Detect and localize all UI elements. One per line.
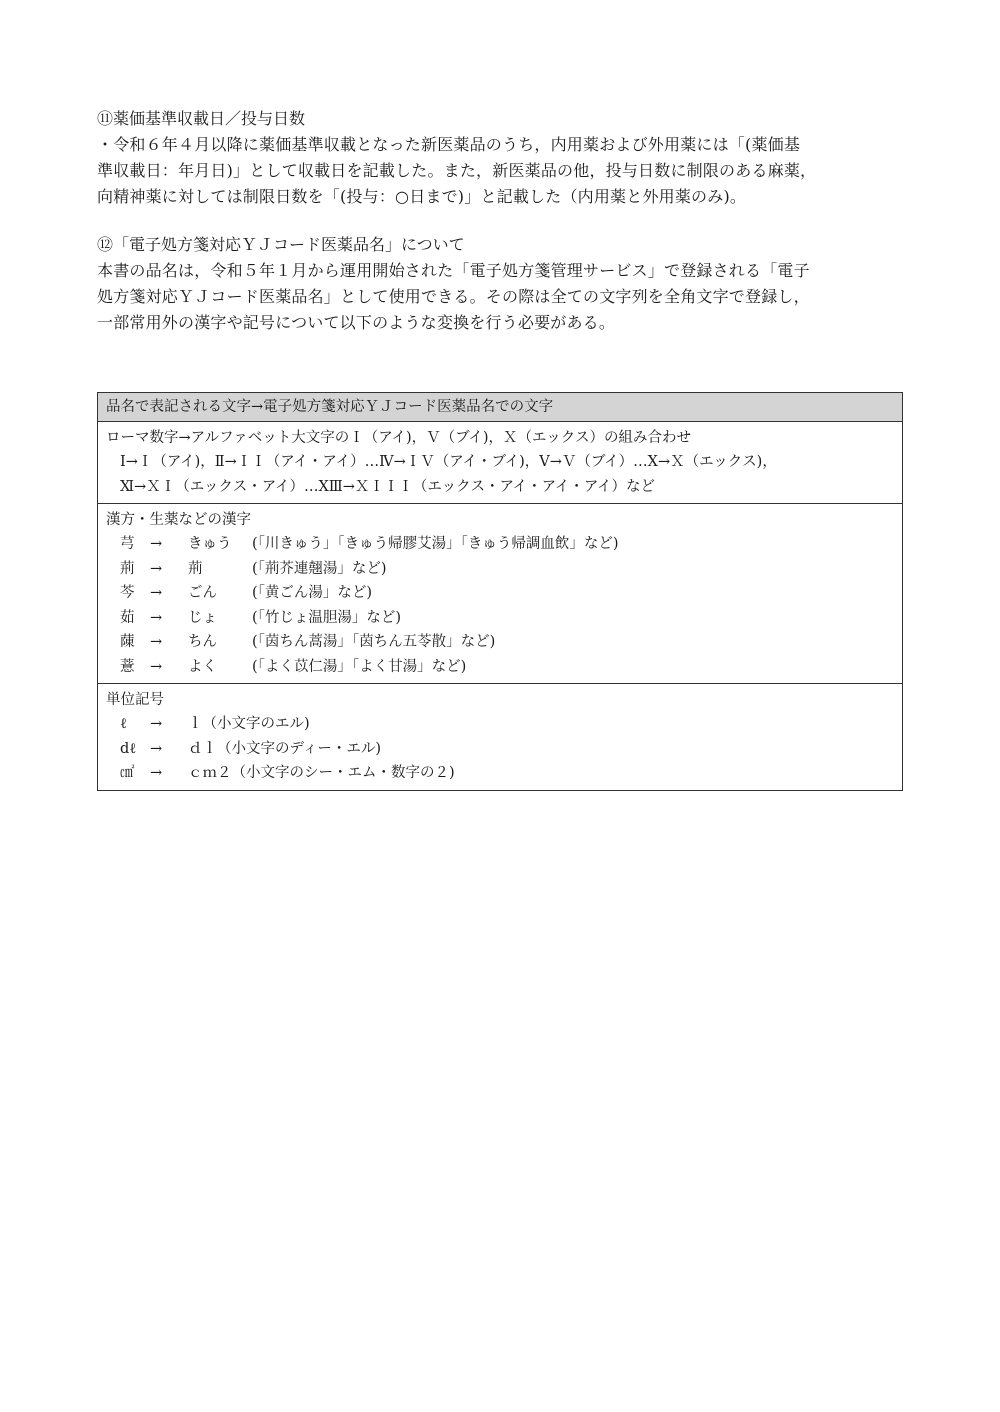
arrow: → bbox=[150, 716, 163, 732]
source-char: 薏 bbox=[120, 658, 135, 675]
roman-numeral-line: Ⅰ→Ｉ（アイ)，Ⅱ→ＩＩ（アイ・アイ）…Ⅳ→ＩＶ（アイ・ブイ)，Ⅴ→Ｖ（ブイ）…Ⅹ→Ｘ（エックス)， bbox=[120, 454, 777, 470]
example-note: (「茵ちん蒿湯」「茵ちん五苓散」など) bbox=[252, 634, 496, 650]
converted-text: 荊 bbox=[188, 560, 203, 577]
section-11-paragraph bbox=[97, 132, 907, 210]
example-note: (「荊芥連翹湯」など) bbox=[252, 560, 387, 577]
unit-symbol-section bbox=[98, 684, 902, 790]
source-symbol: ℓ bbox=[120, 716, 127, 732]
roman-numeral-line: Ⅺ→ＸＩ（エックス・アイ）…ⅩⅢ→ＸＩＩＩ（エックス・アイ・アイ・アイ）など bbox=[120, 478, 656, 495]
document-body bbox=[97, 106, 907, 336]
example-note: (「黄ごん湯」など) bbox=[252, 585, 373, 601]
paragraph-line: 向精神薬に対しては制限日数を「(投与：○日まで)」と記載した（内用薬と外用薬のみ)。 bbox=[97, 187, 747, 206]
paragraph-line: ・令和６年４月以降に薬価基準収載となった新医薬品のうち，内用薬および外用薬には「(薬価基 bbox=[97, 135, 801, 154]
converted-text: よく bbox=[188, 658, 217, 675]
arrow: → bbox=[150, 634, 163, 650]
source-char: 芩 bbox=[120, 585, 135, 601]
paragraph-line: 準収載日：年月日)」として収載日を記載した。また，新医薬品の他，投与日数に制限のある麻薬， bbox=[97, 161, 817, 180]
unit-symbol-title: 単位記号 bbox=[106, 692, 164, 708]
source-char: 茹 bbox=[120, 609, 135, 626]
roman-numeral-title: ローマ数字→アルファベット大文字のＩ（アイ)，Ｖ（ブイ)，Ｘ（エックス）の組み合わせ bbox=[106, 430, 692, 446]
arrow: → bbox=[150, 560, 163, 577]
arrow: → bbox=[150, 658, 163, 675]
arrow: → bbox=[150, 585, 163, 601]
example-note: (「よく苡仁湯」「よく甘湯」など) bbox=[252, 658, 467, 675]
source-char: 蔯 bbox=[120, 634, 135, 650]
kampo-row bbox=[106, 557, 894, 582]
source-symbol: dℓ bbox=[120, 740, 137, 757]
converted-text: ｄｌ（小文字のディー・エル) bbox=[188, 740, 381, 757]
converted-text: きゅう bbox=[188, 536, 232, 552]
source-char: 芎 bbox=[120, 536, 135, 552]
example-note: (「川きゅう」「きゅう帰膠艾湯」「きゅう帰調血飲」など) bbox=[252, 536, 619, 552]
arrow: → bbox=[150, 740, 163, 757]
unit-row bbox=[106, 761, 894, 786]
paragraph-line: 本書の品名は，令和５年１月から運用開始された「電子処方箋管理サービス」で登録される「電子 bbox=[97, 261, 810, 280]
kampo-row bbox=[106, 532, 894, 557]
kampo-row bbox=[106, 630, 894, 655]
table-header: 品名で表記される文字→電子処方箋対応ＹＪコード医薬品名での文字 bbox=[98, 393, 902, 422]
section-12-heading: ⑫「電子処方箋対応ＹＪコード医薬品名」について bbox=[97, 235, 465, 254]
arrow: → bbox=[150, 609, 163, 626]
converted-text: ｃｍ２（小文字のシー・エム・数字の２) bbox=[188, 765, 455, 781]
paragraph-line: 処方箋対応ＹＪコード医薬品名」として使用できる。その際は全ての文字列を全角文字で登録し， bbox=[97, 287, 810, 306]
converted-text: ちん bbox=[188, 634, 217, 650]
unit-row bbox=[106, 712, 894, 737]
conversion-table bbox=[97, 392, 903, 791]
paragraph-line: 一部常用外の漢字や記号について以下のような変換を行う必要がある。 bbox=[97, 313, 616, 332]
kampo-row bbox=[106, 581, 894, 606]
converted-text: じょ bbox=[188, 609, 217, 626]
example-note: (「竹じょ温胆湯」など) bbox=[252, 609, 402, 626]
source-char: 荊 bbox=[120, 560, 135, 577]
kampo-section bbox=[98, 504, 902, 684]
kampo-title: 漢方・生薬などの漢字 bbox=[106, 512, 251, 528]
roman-numeral-section bbox=[98, 422, 902, 504]
arrow: → bbox=[150, 536, 163, 552]
kampo-row bbox=[106, 606, 894, 631]
kampo-row bbox=[106, 655, 894, 680]
converted-text: ｌ（小文字のエル) bbox=[188, 716, 310, 732]
converted-text: ごん bbox=[188, 585, 217, 601]
section-12-paragraph bbox=[97, 258, 907, 336]
section-11-heading: ⑪薬価基準収載日／投与日数 bbox=[97, 109, 306, 128]
arrow: → bbox=[150, 765, 163, 781]
unit-row bbox=[106, 737, 894, 762]
source-symbol: ㎠ bbox=[120, 765, 135, 781]
